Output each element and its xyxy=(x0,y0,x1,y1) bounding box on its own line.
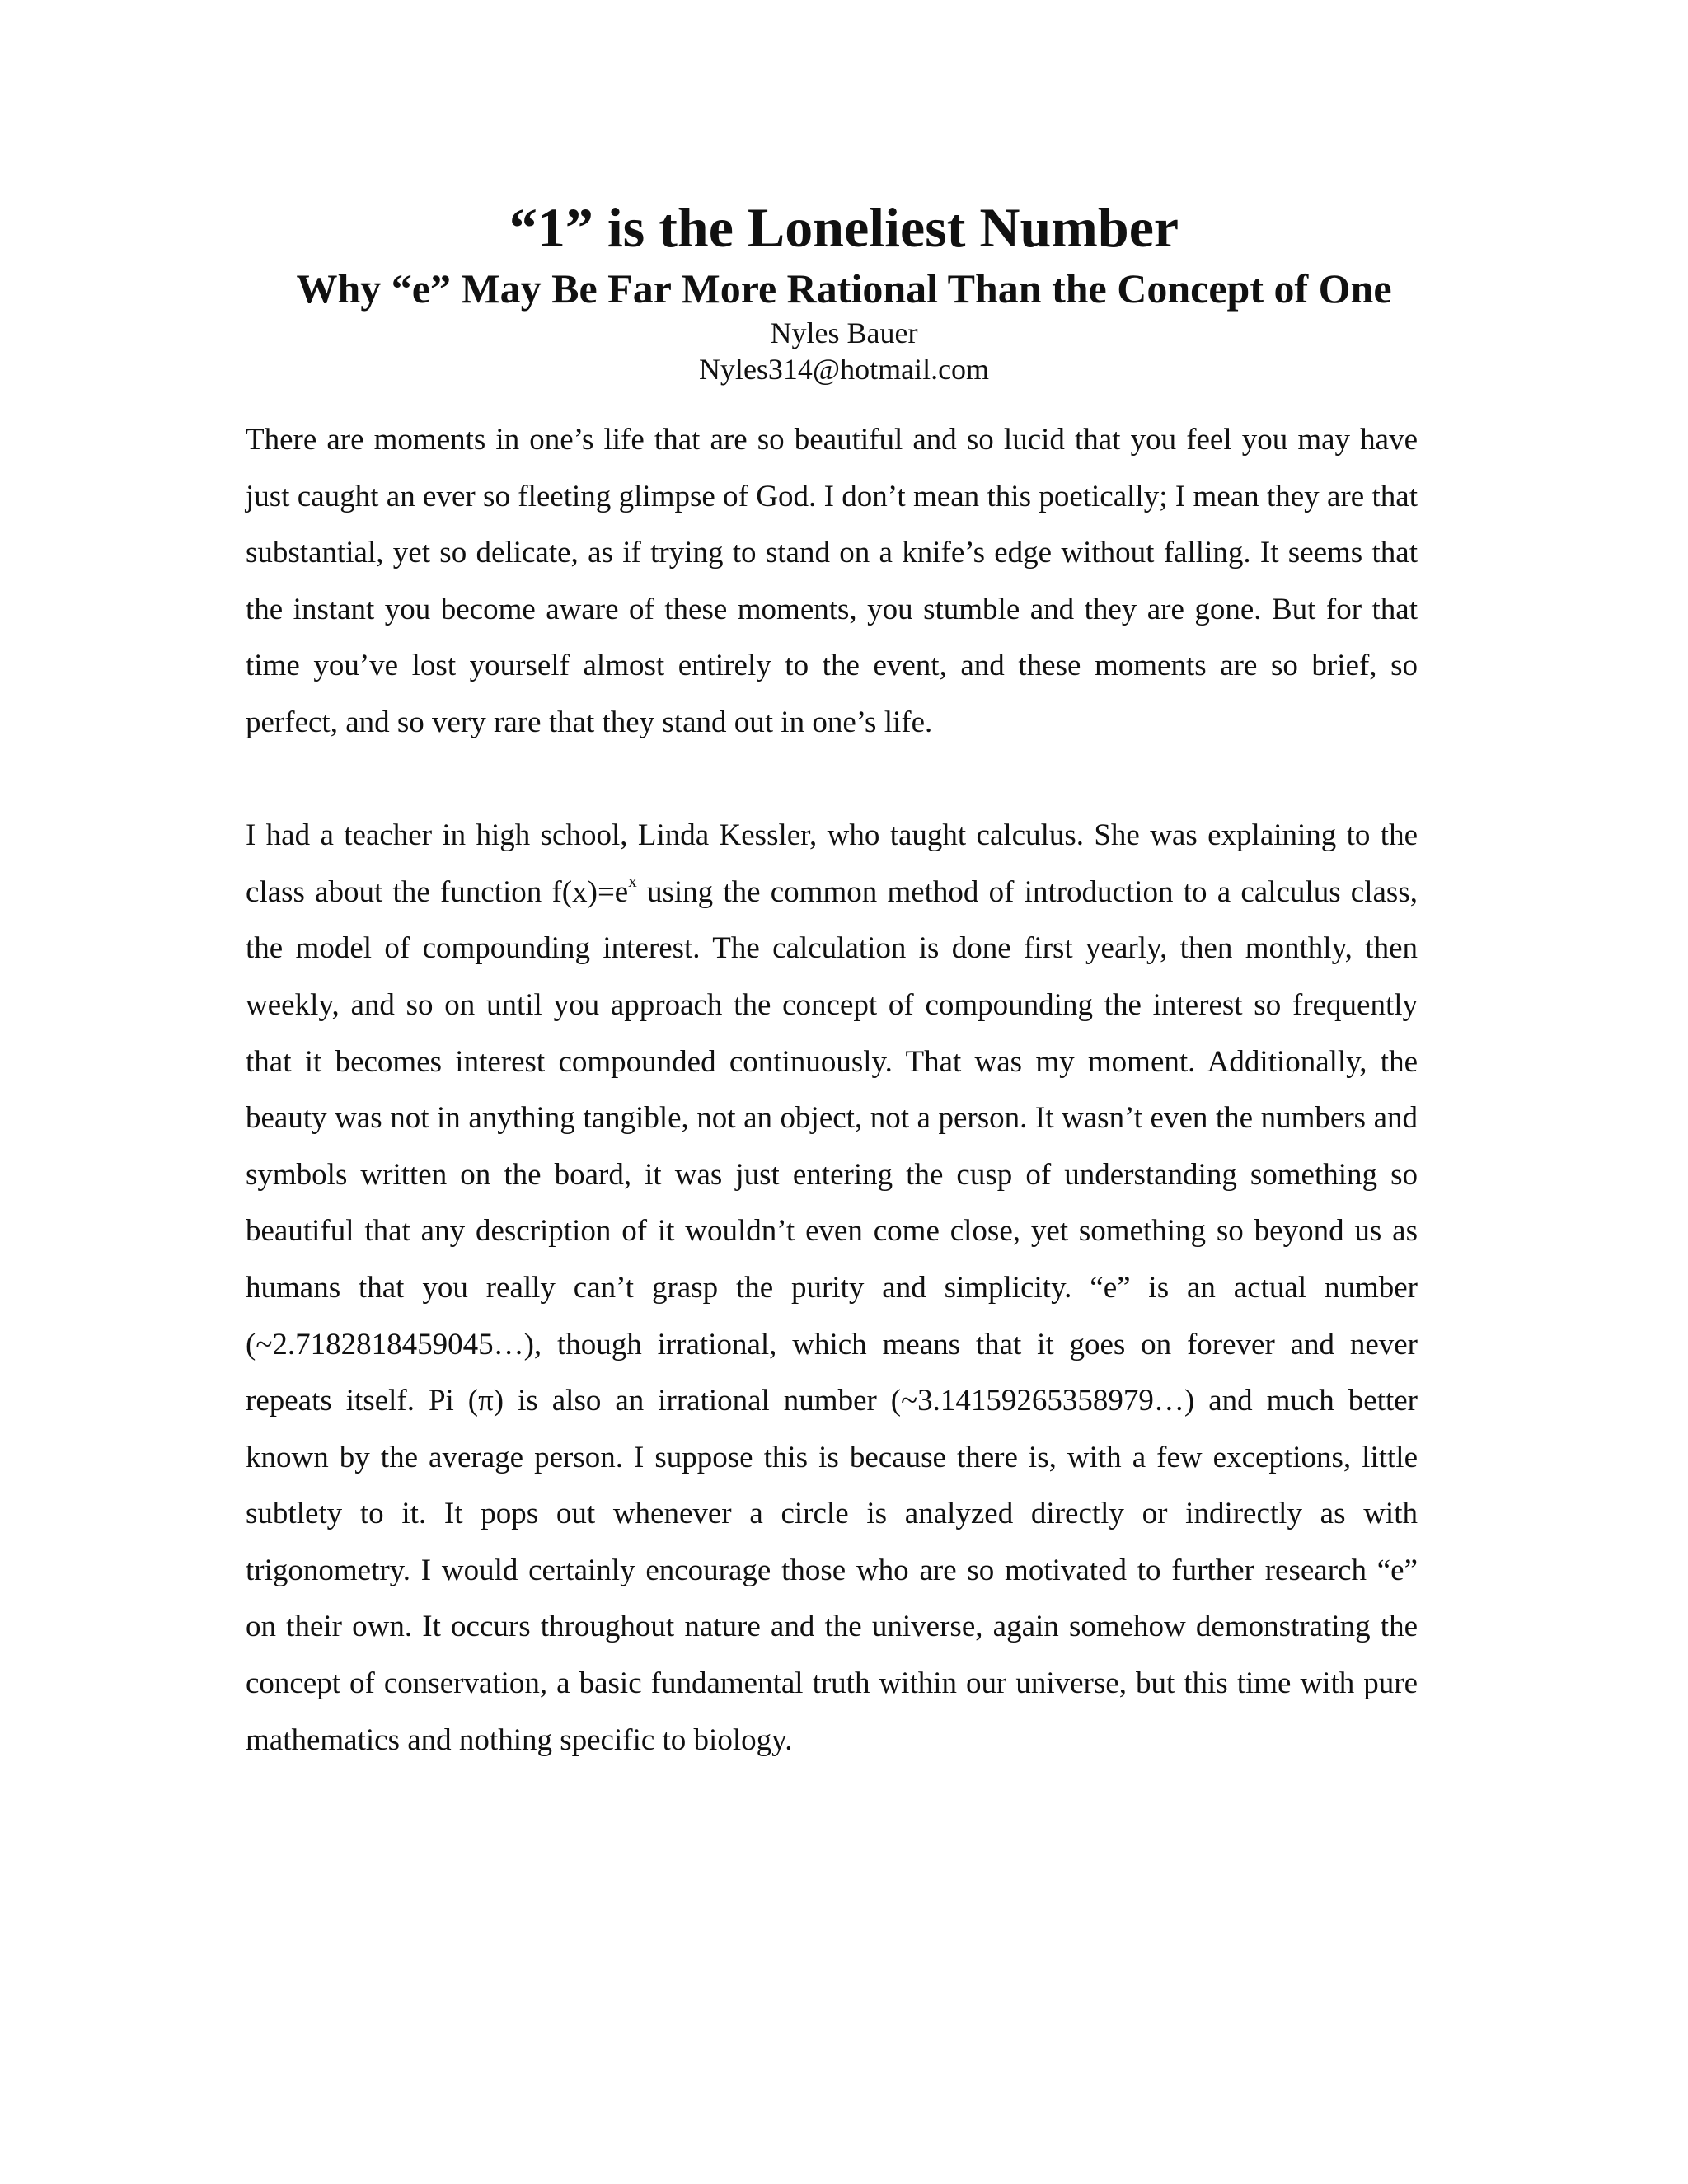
exponent-x: x xyxy=(628,871,637,892)
paragraph-1: There are moments in one’s life that are so beautiful and so lucid that you feel you may have just caught an ever so fleeting glimpse of God. I don’t mean this poetically; I mean they are that substantial, yet so delicate, as if trying to stand on a knife’s edge without falling. It seems that the instant you become aware of these moments, you stumble and they are gone. But for that time you’ve lost yourself almost entirely to the event, and these moments are so brief, so perfect, and so very rare that they stand out in one’s life. xyxy=(246,423,1418,739)
paper-subtitle: Why “e” May Be Far More Rational Than the Concept of One xyxy=(296,265,1392,312)
paragraph-2-start: I had a teacher in high school, Linda Kessler, who taught calculus. She was explaining to the class about the function f(x)=e xyxy=(246,818,1418,909)
paper-title: “1” is the Loneliest Number xyxy=(509,196,1179,259)
author-name: Nyles Bauer xyxy=(770,316,918,349)
paper-body xyxy=(246,412,1418,1769)
paragraph-2-rest: using the common method of introduction to a calculus class, the model of compounding interest. The calculation is done first yearly, then monthly, then weekly, and so on until you approach the concept of compounding the interest so frequently that it becomes interest compounded continuously. That was my moment. Additionally, the beauty was not in anything tangible, not an object, not a person. It wasn’t even the numbers and symbols written on the board, it was just entering the cusp of understanding something so beautiful that any description of it wouldn’t even come close, yet something so beyond us as humans that you really can’t grasp the purity and simplicity. “e” is an actual number (~2.7182818459045…), though irrational, which means that it goes on forever and never repeats itself. Pi (π) is also an irrational number (~3.14159265358979…) and much better known by the average person. I suppose this is because there is, with a few exceptions, little subtlety to it. It pops out whenever a circle is analyzed directly or indirectly as with trigonometry. I would certainly encourage those who are so motivated to further research “e” on their own. It occurs throughout nature and the universe, again somehow demonstrating the concept of conservation, a basic fundamental truth within our universe, but this time with pure mathematics and nothing specific to biology. xyxy=(246,874,1418,1757)
paragraph-2 xyxy=(246,808,1418,1769)
paper-header xyxy=(0,193,1688,387)
author-email: Nyles314@hotmail.com xyxy=(698,353,990,386)
